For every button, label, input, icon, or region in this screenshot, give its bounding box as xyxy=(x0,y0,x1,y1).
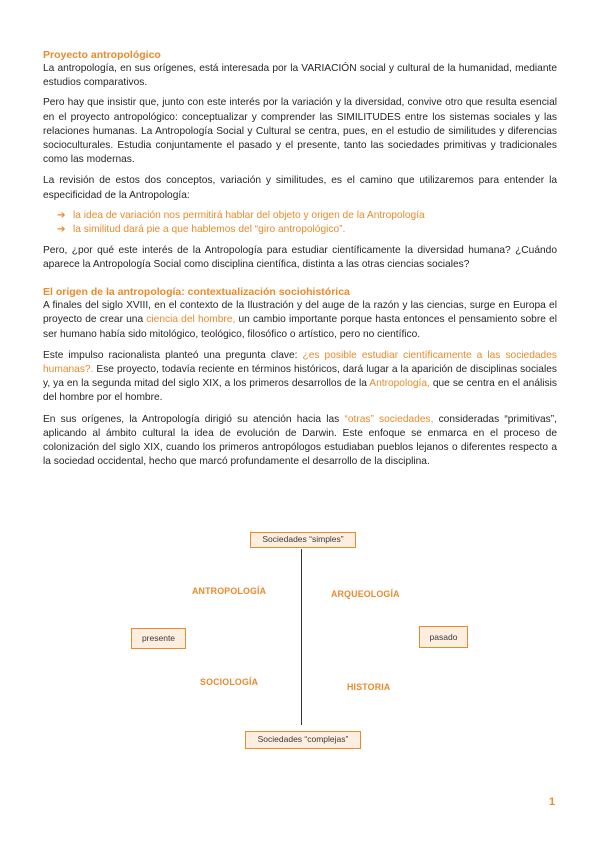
paragraph: Pero, ¿por qué este interés de la Antropología para estudiar científicamente la diversidad humana? ¿Cuándo aparece la Antropología Social como disciplina científica, distinta a las otras ciencias sociales? xyxy=(43,244,557,271)
label-sociologia: SOCIOLOGÍA xyxy=(200,677,259,687)
paragraph: Pero hay que insistir que, junto con este interés por la variación y la diversidad, convive otro que resulta esencial en el proyecto antropológico: conceptualizar y comprender las SIMILITUDES entre los sistemas sociales y las relaciones humanas. La Antropología Social y Cultural se centra, pues, en el estudio de similitudes y diferencias socioculturales. Estudia conjuntamente el pasado y el presente, tanto las sociedades primitivas y tradicionales como las modernas. xyxy=(43,97,557,166)
vertical-axis xyxy=(301,549,302,725)
list-item xyxy=(57,209,557,223)
paragraph: La antropología, en sus orígenes, está interesada por la VARIACIÓN social y cultural de la humanidad, mediante estudios comparativos. xyxy=(43,63,557,89)
highlight-text: ciencia del hombre, xyxy=(146,314,236,326)
paragraph: La revisión de estos dos conceptos, variación y similitudes, es el camino que utilizaremos para entender la especificidad de la Antropología: xyxy=(43,175,557,201)
box-sociedades-simples: Sociedades “simples” xyxy=(250,532,356,548)
paragraph: A finales del siglo XVIII, en el contexto de la Ilustración y del auge de la razón y las ciencias, surge en Europa el proyecto de crear una ciencia del hombre, un cambio importante porque hasta entonces el pensamiento sobre el ser humano había sido mitológico, teológico, filosófico o artístico, pero no científico. xyxy=(43,300,558,340)
highlight-text: ¿es posible estudiar científicamente a las sociedades humanas?. xyxy=(43,349,557,376)
box-presente: presente xyxy=(131,628,186,649)
arrow-icon: ➔ xyxy=(57,223,66,235)
highlight-text: Antropología, xyxy=(369,378,430,390)
box-sociedades-complejas: Sociedades “complejas” xyxy=(245,731,361,749)
page-number: 1 xyxy=(549,796,556,808)
paragraph: Este impulso racionalista planteó una pregunta clave: ¿es posible estudiar científicamente a las sociedades humanas?. Ese proyecto, todavía reciente en términos históricos, dará lugar a la aparición de disciplinas sociales y, ya en la segunda mitad del siglo XIX, a los primeros desarrollos de la Antropología, que se centra en el análisis del hombre por el hombre. xyxy=(43,349,557,404)
arrow-icon: ➔ xyxy=(57,209,66,221)
label-antropologia: ANTROPOLOGÍA xyxy=(192,586,267,596)
paragraph: En sus orígenes, la Antropología dirigió su atención hacia las “otras” sociedades, consideradas “primitivas”, aplicando al ámbito cultural la idea de evolución de Darwin. Este enfoque se enmarca en el proceso de colonización del siglo XIX, cuando los primeros antropólogos estudiaban pueblos lejanos o diferentes respecto a la sociedad occidental, hecho que marcó profundamente el desarrollo de la disciplina. xyxy=(43,413,557,468)
list-item xyxy=(57,223,557,237)
bullet-list xyxy=(43,209,557,237)
label-historia: HISTORIA xyxy=(347,682,391,692)
box-pasado: pasado xyxy=(419,626,468,648)
page-content xyxy=(43,48,557,476)
section-heading-origen: El origen de la antropología: contextualización sociohistórica xyxy=(43,286,350,299)
highlight-text: “otras” sociedades, xyxy=(344,413,434,425)
bullet-text: la similitud dará pie a que hablemos del “giro antropológico”. xyxy=(73,223,346,235)
label-arqueologia: ARQUEOLOGÍA xyxy=(331,589,400,599)
bullet-text: la idea de variación nos permitirá hablar del objeto y origen de la Antropología xyxy=(73,209,425,221)
section-heading-proyecto: Proyecto antropológico xyxy=(43,49,161,61)
